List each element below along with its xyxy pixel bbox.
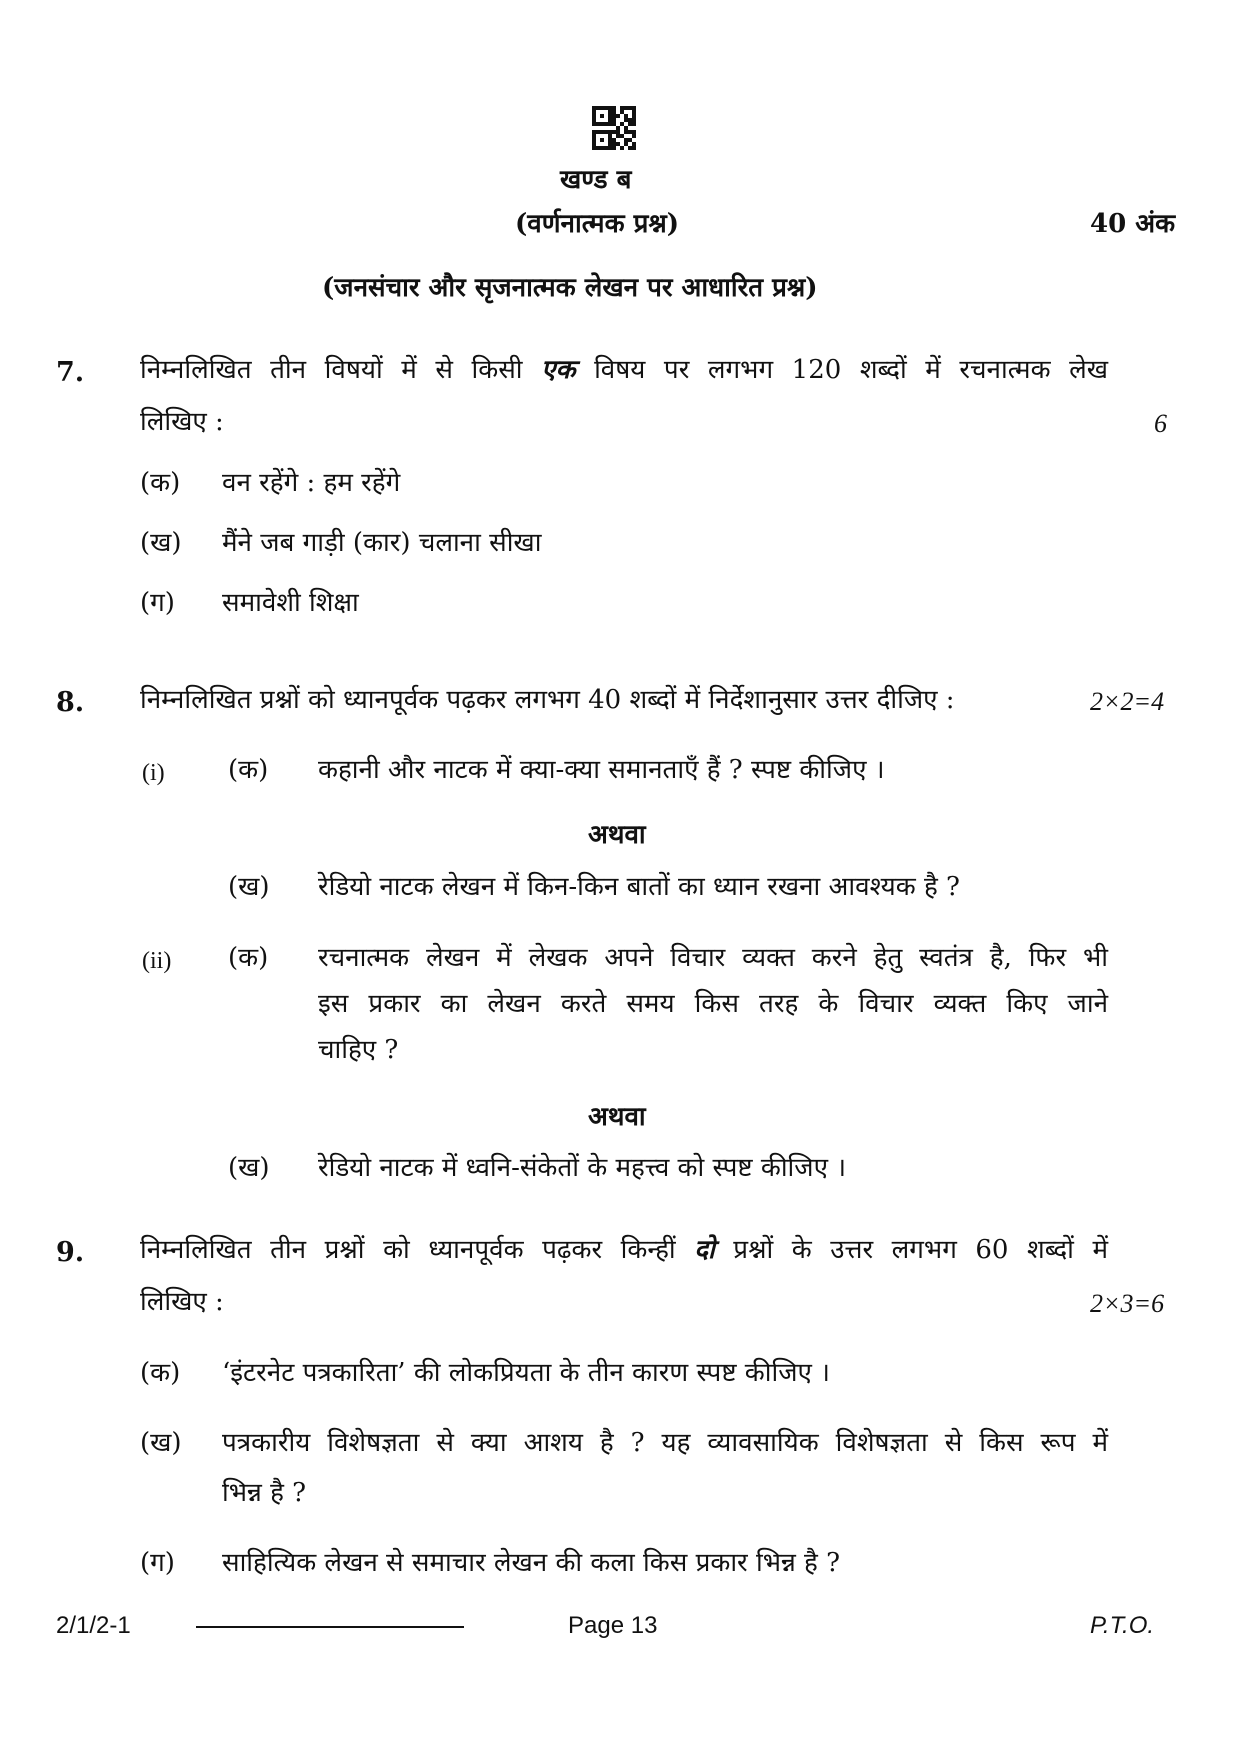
option-label: (ख) <box>228 1153 270 1183</box>
option-label: (क) <box>228 943 269 973</box>
subquestion-number: (ii) <box>142 948 172 974</box>
option-text: साहित्यिक लेखन से समाचार लेखन की कला किस प्रकार भिन्न है ? <box>222 1548 841 1578</box>
option-text: कहानी और नाटक में क्या-क्या समानताएँ हैं ? स्पष्ट कीजिए । <box>318 755 885 785</box>
question-number: 7. <box>56 357 85 388</box>
subquestion-number: (i) <box>142 760 165 786</box>
question-text: निम्नलिखित तीन विषयों में से किसी एक विषय पर लगभग 120 शब्दों में रचनात्मक लेख <box>140 355 1109 385</box>
footer-divider <box>196 1626 464 1628</box>
option-text-continued: चाहिए ? <box>318 1035 399 1065</box>
question-number: 8. <box>56 687 85 718</box>
option-text: ‘इंटरनेट पत्रकारिता’ की लोकप्रियता के तीन कारण स्पष्ट कीजिए । <box>222 1358 830 1388</box>
or-separator: अथवा <box>588 820 646 850</box>
section-marks: 40 अंक <box>1090 209 1176 239</box>
emphasis-text: दो <box>694 1235 715 1265</box>
option-label: (क) <box>228 755 269 785</box>
option-text: समावेशी शिक्षा <box>222 588 359 618</box>
section-subtitle: (जनसंचार और सृजनात्मक लेखन पर आधारित प्रश्न) <box>322 273 818 303</box>
option-label: (क) <box>140 1358 181 1388</box>
option-text-continued: भिन्न है ? <box>222 1478 307 1508</box>
question-text-continued: लिखिए : <box>140 1287 224 1317</box>
option-text: रेडियो नाटक में ध्वनि-संकेतों के महत्त्व को स्पष्ट कीजिए । <box>318 1153 847 1183</box>
question-marks: 2×3=6 <box>1090 1289 1165 1318</box>
option-label: (ग) <box>140 588 175 618</box>
option-label: (ख) <box>140 528 182 558</box>
option-text: मैंने जब गाड़ी (कार) चलाना सीखा <box>222 528 542 558</box>
option-text: रेडियो नाटक लेखन में किन-किन बातों का ध्यान रखना आवश्यक है ? <box>318 872 960 902</box>
option-label: (ख) <box>140 1428 182 1458</box>
page-turn-over: P.T.O. <box>1090 1612 1155 1639</box>
emphasis-text: एक <box>541 355 576 385</box>
question-marks: 6 <box>1154 409 1167 438</box>
paper-code: 2/1/2-1 <box>56 1612 131 1639</box>
option-text: वन रहेंगे : हम रहेंगे <box>222 468 401 498</box>
question-text: निम्नलिखित तीन प्रश्नों को ध्यानपूर्वक पढ़कर किन्हीं दो प्रश्नों के उत्तर लगभग 60 शब्दों में <box>140 1235 1108 1265</box>
option-label: (ख) <box>228 872 270 902</box>
question-marks: 2×2=4 <box>1090 687 1165 716</box>
or-separator: अथवा <box>588 1102 646 1132</box>
qr-code <box>592 106 636 150</box>
question-text-continued: लिखिए : <box>140 407 224 437</box>
section-title: खण्ड ब <box>560 165 632 195</box>
question-text: निम्नलिखित प्रश्नों को ध्यानपूर्वक पढ़कर लगभग 40 शब्दों में निर्देशानुसार उत्तर दीजिए : <box>140 685 955 715</box>
question-number: 9. <box>56 1237 85 1268</box>
option-label: (क) <box>140 468 181 498</box>
page-number: Page 13 <box>568 1612 658 1639</box>
option-text-continued: इस प्रकार का लेखन करते समय किस तरह के विचार व्यक्त किए जाने <box>318 989 1108 1019</box>
option-label: (ग) <box>140 1548 175 1578</box>
option-text: रचनात्मक लेखन में लेखक अपने विचार व्यक्त करने हेतु स्वतंत्र है, फिर भी <box>318 943 1108 973</box>
option-text: पत्रकारीय विशेषज्ञता से क्या आशय है ? यह व्यावसायिक विशेषज्ञता से किस रूप में <box>222 1428 1108 1458</box>
section-type: (वर्णनात्मक प्रश्न) <box>515 209 680 239</box>
